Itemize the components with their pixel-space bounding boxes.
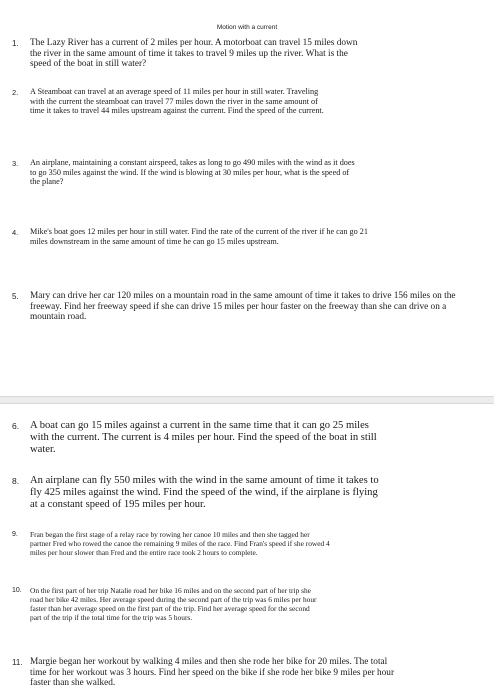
problem-10	[12, 586, 482, 622]
problem-number: 9.	[12, 531, 18, 538]
problem-number: 5.	[12, 292, 19, 301]
problem-text: A boat can go 15 miles against a current in the same time that it can go 25 miles with the current. The current is 4 miles per hour. Find the speed of the boat in still water.	[30, 420, 377, 455]
problem-text: Mike's boat goes 12 miles per hour in still water. Find the rate of the current of the river if he can go 21 miles downstream in the same amount of time he can go 15 miles upstream.	[30, 227, 368, 246]
problem-1	[12, 38, 482, 70]
worksheet-page-2	[0, 404, 494, 700]
problem-8	[12, 475, 482, 510]
problem-number: 6.	[12, 421, 20, 431]
problem-text: Margie began her workout by walking 4 miles and then she rode her bike for 20 miles. The total time for her workout was 3 hours. Find her speed on the bike if she rode her bike 9 miles per hour faster than she walked.	[30, 657, 395, 689]
problem-text: An airplane can fly 550 miles with the wind in the same amount of time it takes to fly 425 miles against the wind. Find the speed of the wind, if the airplane is flying at a constant speed of 195 miles per hour.	[30, 475, 379, 510]
problem-text: On the first part of her trip Natalie road her bike 16 miles and on the second part of her trip she road her bike 42 miles. Her average speed during the second part of the trip was 6 miles per hour faster than her average speed on the first part of the trip. Find her average speed for the second part of the trip if the total time for the trip was 5 hours.	[30, 586, 317, 622]
problem-11	[12, 657, 482, 689]
problem-9	[12, 530, 482, 557]
worksheet-title: Motion with a current	[216, 24, 278, 31]
problem-number: 3.	[12, 159, 19, 168]
problem-text: An airplane, maintaining a constant airspeed, takes as long to go 490 miles with the wind as it does to go 350 miles against the wind. If the wind is blowing at 30 miles per hour, what is the speed of the plane?	[30, 158, 355, 187]
problem-text: A Steamboat can travel at an average speed of 11 miles per hour in still water. Traveling with the current the steamboat can travel 77 miles down the river in the same amount of time it takes to travel 44 miles upstream against the current. Find the speed of the current.	[30, 87, 324, 116]
problem-6	[12, 420, 482, 455]
problem-number: 4.	[12, 228, 19, 237]
problem-text: Fran began the first stage of a relay race by rowing her canoe 10 miles and then she tagged her partner Fred who rowed the canoe the remaining 9 miles of the race. Find Fran's speed if she rowed 4 miles per hour slower than Fred and the entire race took 2 hours to complete.	[30, 530, 330, 557]
problem-number: 11.	[12, 658, 23, 667]
problem-text: The Lazy River has a current of 2 miles per hour. A motorboat can travel 15 miles down the river in the same amount of time it takes to travel 9 miles up the river. What is the speed of the boat in still water?	[30, 38, 358, 70]
page-separator	[0, 396, 494, 404]
problem-number: 8.	[12, 476, 20, 486]
problem-3	[12, 158, 482, 187]
problem-number: 10.	[12, 587, 22, 594]
problem-text: Mary can drive her car 120 miles on a mountain road in the same amount of time it takes to drive 156 miles on the freeway. Find her freeway speed if she can drive 15 miles per hour faster on the freeway than she can drive on a mountain road.	[30, 291, 456, 323]
problem-4	[12, 227, 482, 246]
problem-number: 2.	[12, 88, 19, 97]
problem-2	[12, 87, 482, 116]
problem-number: 1.	[12, 39, 19, 48]
problem-5	[12, 291, 482, 323]
